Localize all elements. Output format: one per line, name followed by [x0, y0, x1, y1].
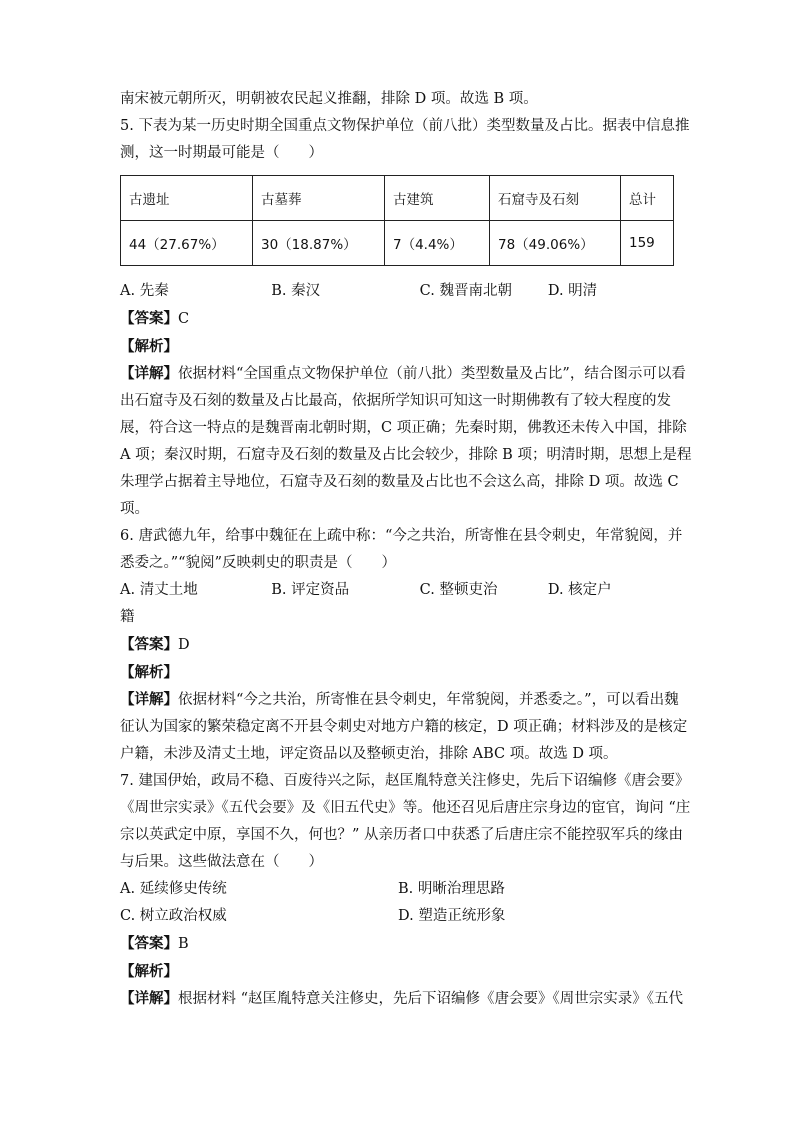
answer-value: D [178, 637, 190, 653]
q7-stem-line: 7. 建国伊始，政局不稳、百废待兴之际，赵匡胤特意关注修史，先后下诏编修《唐会要》 [120, 773, 690, 789]
option-d: D. 明清 [547, 283, 598, 299]
q5-options [120, 278, 676, 305]
q6-detail-line [120, 686, 679, 714]
option-b: B. 秦汉 [271, 283, 321, 299]
option-c: C. 树立政治权威 [120, 908, 227, 924]
q5-detail-line: A 项；秦汉时期，石窟寺及石刻的数量及占比会较少，排除 B 项；明清时期，思想上是程 [120, 447, 692, 463]
q7-options-row1 [120, 876, 676, 903]
table-cell: 7（4.4%） [385, 221, 490, 266]
q7-stem-line: 宗以英武定中原，享国不久，何也？” 从亲历者口中获悉了后唐庄宗不能控驭军兵的缘由 [120, 827, 684, 843]
option-d: D. 核定户 [547, 582, 612, 598]
table-header-cell: 古墓葬 [253, 176, 385, 221]
detail-text: 依据材料“今之共治，所寄惟在县令刺史，年常貌阅，并悉委之。”，可以看出魏 [178, 692, 679, 708]
q7-detail-line [120, 985, 684, 1013]
option-a: A. 延续修史传统 [120, 881, 227, 897]
detail-tag: 【详解】 [120, 691, 178, 708]
detail-text: 根据材料 “赵匡胤特意关注修史，先后下诏编修《唐会要》《周世宗实录》《五代 [178, 991, 684, 1007]
answer-tag: 【答案】 [120, 310, 178, 327]
q6-analysis-tag: 【解析】 [120, 664, 178, 681]
document-page [120, 86, 692, 1013]
q5-stem-line: 测，这一时期最可能是（ ） [120, 145, 323, 161]
table-cell: 78（49.06%） [490, 221, 621, 266]
detail-tag: 【详解】 [120, 365, 178, 382]
q6-detail-line: 征认为国家的繁荣稳定离不开县令刺史对地方户籍的核定，D 项正确；材料涉及的是核定 [120, 719, 688, 735]
answer-value: B [178, 936, 189, 952]
option-d: D. 塑造正统形象 [398, 908, 506, 924]
option-c: C. 整顿吏治 [419, 582, 498, 598]
q5-detail-line: 项。 [120, 501, 149, 517]
table-header-cell: 石窟寺及石刻 [490, 176, 621, 221]
table-header-cell: 古遗址 [121, 176, 253, 221]
answer-tag: 【答案】 [120, 636, 178, 653]
option-b: B. 明晰治理思路 [398, 881, 505, 897]
option-b: B. 评定资品 [271, 582, 350, 598]
table-header-cell: 古建筑 [385, 176, 490, 221]
detail-text: 依据材料“全国重点文物保护单位（前八批）类型数量及占比”，结合图示可以看 [178, 366, 686, 382]
table-cell: 30（18.87%） [253, 221, 385, 266]
option-a: A. 先秦 [120, 283, 169, 299]
text-line: 南宋被元朝所灭，明朝被农民起义推翻，排除 D 项。故选 B 项。 [120, 91, 538, 107]
table-row [121, 221, 674, 266]
option-c: C. 魏晋南北朝 [419, 283, 512, 299]
q6-option-tail: 籍 [120, 609, 135, 625]
q5-detail-line: 展，符合这一特点的是魏晋南北朝时期，C 项正确；先秦时期，佛教还未传入中国，排除 [120, 420, 687, 436]
answer-tag: 【答案】 [120, 935, 178, 952]
q5-analysis-tag: 【解析】 [120, 338, 178, 355]
q5-stem-line: 5. 下表为某一历史时期全国重点文物保护单位（前八批）类型数量及占比。据表中信息推 [120, 118, 690, 134]
q5-data-table [120, 175, 674, 266]
q5-answer [120, 305, 676, 333]
q5-detail-line: 出石窟寺及石刻的数量及占比最高，依据所学知识可知这一时期佛教有了较大程度的发 [120, 393, 671, 409]
q6-stem-line: 悉委之。”“貌阅”反映刺史的职责是（ ） [120, 555, 396, 571]
q7-options-row2 [120, 903, 676, 930]
table-cell: 159 [621, 221, 674, 266]
option-a: A. 清丈土地 [120, 582, 198, 598]
q6-options [120, 577, 676, 604]
q6-detail-line: 户籍，未涉及清丈土地，评定资品以及整顿吏治，排除 ABC 项。故选 D 项。 [120, 746, 618, 762]
table-cell: 44（27.67%） [121, 221, 253, 266]
q7-stem-line: 《周世宗实录》《五代会要》及《旧五代史》等。他还召见后唐庄宗身边的宦官，询问 “庄 [120, 800, 691, 816]
q6-answer [120, 631, 676, 659]
q7-analysis-tag: 【解析】 [120, 963, 178, 980]
detail-tag: 【详解】 [120, 990, 178, 1007]
q5-detail-line: 朱理学占据着主导地位，石窟寺及石刻的数量及占比也不会这么高，排除 D 项。故选 C [120, 474, 679, 490]
q6-stem-line: 6. 唐武德九年，给事中魏征在上疏中称：“今之共治，所寄惟在县令刺史，年常貌阅，并 [120, 528, 683, 544]
table-header-row [121, 176, 674, 221]
table-header-cell: 总计 [621, 176, 674, 221]
q5-detail-line [120, 360, 686, 388]
q7-answer [120, 930, 676, 958]
q7-stem-line: 与后果。这些做法意在（ ） [120, 854, 323, 870]
answer-value: C [178, 311, 190, 327]
